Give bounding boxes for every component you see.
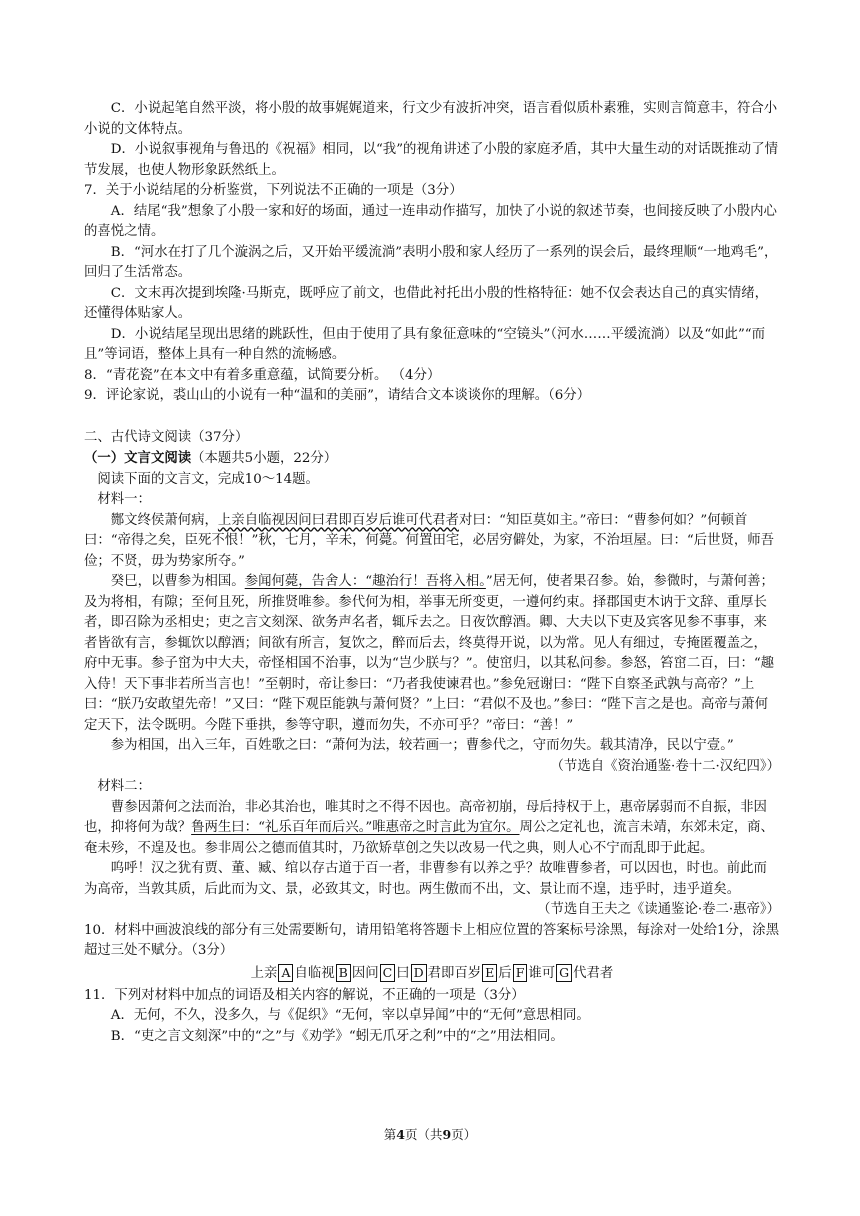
segment: 上亲	[250, 965, 278, 981]
footer-text: 页）	[451, 1127, 477, 1142]
answer-mark-box[interactable]: F	[513, 964, 528, 982]
segment: 曰	[396, 965, 410, 981]
answer-mark-box[interactable]: B	[336, 964, 351, 982]
material-2-paragraph-2: 呜呼！汉之犹有贾、董、臧、绾以存古道于百一者，非曹参有以养之乎？故唯曹参者，可以因也，时也。前此而为高帝，当敦其质，后此而为文、景，必致其文，时也。两生傲而不出，文、景让而不遑，违乎时，违乎道矣。	[84, 861, 767, 897]
underlined-passage: 鲁两生曰：“礼乐百年而后兴。”唯惠帝之时言此为宜尔。	[191, 820, 520, 835]
answer-mark-box[interactable]: C	[380, 964, 396, 982]
section-title: 二、古代诗文阅读（37分）	[84, 429, 249, 445]
answer-mark-box[interactable]: D	[411, 964, 427, 982]
q11-stem: 11．下列对材料中加点的词语及相关内容的解说，不正确的一项是（3分）	[84, 987, 525, 1003]
subsection-title-rest: （本题共5小题，22分）	[191, 451, 338, 466]
page-footer	[0, 1125, 860, 1143]
material-2-paragraph-1	[84, 798, 780, 860]
answer-mark-box[interactable]: G	[556, 964, 572, 982]
q11-option-b: B．“吏之言文刻深”中的“之”与《劝学》“蚓无爪牙之利”中的“之”用法相同。	[110, 1028, 564, 1044]
segment: 自临视	[294, 965, 335, 981]
text-run: 曹参因萧何之法而治，非必其治也，唯其时之不得不因也。高帝初崩，母后持权于上，惠帝孱弱而不自振，非因也，抑将何为哉？	[84, 799, 767, 835]
footer-text: 第	[383, 1127, 397, 1142]
text-run: ”居无何，使者果召参。始，参微时，与萧何善；及为将相，有隙；至何且死，所推贤唯参。参代何为相，举事无所变更，一遵何约束。择郡国吏木讷于文辞、重厚长者，即召除为丞相史；吏之言文刻深、欲务声名者，辄斥去之。日夜饮醇酒。卿、大夫以下吏及宾客见参不事事，来者皆欲有言，参辄饮以醇酒；间欲有所言，复饮之，醉而后去，终莫得开说，以为常。见人有细过，专掩匿覆盖之，府中无事。参子窋为中大夫，帝怪相国不治事，以为“岂少朕与？”。使窋归，以其私问参。参怒，笞窋二百，曰：“趣入侍！天下事非若所当言也！”至朝时，帝让参曰：“乃者我使谏君也。”参免冠谢曰：“陛下自察圣武孰与高帝？”上曰：“朕乃安敢望先帝！”又曰：“陛下观臣能孰与萧何贤？”上曰：“君似不及也。”参曰：“陛下言之是也。高帝与萧何定天下，法令既明。今陛下垂拱，参等守职，遵而勿失，不亦可乎？”帝曰：“善！”	[84, 574, 775, 733]
text-run: 对曰：“知臣莫如主。”帝曰：“曹参何如？”何顿首曰：“帝得之矣，臣死不恨！”秋，七月，辛未，何薨。何置田宅，必居穷僻处，为家，不治垣屋。曰：“后世贤，师吾俭；不贤，毋为势家所夺。”	[84, 512, 775, 569]
reading-instruction: 阅读下面的文言文，完成10～14题。	[97, 471, 319, 487]
segment: 因问	[351, 965, 379, 981]
text-run: 酂文终侯萧何病，	[110, 512, 218, 528]
q11-option-a: A．无何，不久，没多久，与《促织》“无何，宰以卓异闻”中的“无何”意思相同。	[110, 1008, 590, 1023]
q7-option-d: D．小说结尾呈现出思绪的跳跃性，但由于使用了具有象征意味的“空镜头”（河水……平缓流淌）以及“如此”“而且”等词语，整体上具有一种自然的流畅感。	[84, 326, 766, 362]
q7-stem: 7．关于小说结尾的分析鉴赏，下列说法不正确的一项是（3分）	[84, 183, 463, 198]
q9-stem: 9．评论家说，裘山山的小说有一种“温和的美丽”，请结合文本谈谈你的理解。（6分）	[84, 388, 591, 403]
q7-option-c: C．文末再次提到埃隆·马斯克，既呼应了前文，也借此衬托出小殷的性格特征：她不仅会表达自己的真实情绪，还懂得体贴家人。	[84, 285, 769, 321]
q10-stem: 10．材料中画波浪线的部分有三处需要断句，请用铅笔将答题卡上相应位置的答案标号涂黑，每涂对一处给1分，涂黑超过三处不赋分。（3分）	[84, 922, 780, 958]
material-1-source: （节选自《资治通鉴·卷十二·汉纪四》）	[550, 758, 780, 774]
material-1-paragraph-3: 参为相国，出入三年，百姓歌之曰：“萧何为法，较若画一；曹参代之，守而勿失。载其清净，民以宁壹。”	[110, 738, 734, 753]
segment: 君即百岁	[427, 965, 482, 981]
wavy-underlined-passage: 上亲自临视因问曰君即百岁后谁可代君者	[217, 512, 459, 528]
segment: 后	[498, 965, 512, 981]
subsection-title-bold: （一）文言文阅读	[84, 450, 192, 466]
spacer	[84, 407, 780, 428]
page-number: 4	[396, 1127, 405, 1142]
q8-stem: 8．“青花瓷”在本文中有着多重意蕴，试简要分析。 （4分）	[84, 367, 441, 383]
q6-option-c: C．小说起笔自然平淡，将小殷的故事娓娓道来，行文少有波折冲突，语言看似质朴素雅，实则言简意丰，符合小小说的文体特点。	[84, 101, 778, 137]
page-total: 9	[442, 1127, 452, 1142]
subsection-title	[84, 448, 780, 470]
material-1-paragraph-1	[84, 511, 780, 573]
q6-option-d: D．小说叙事视角与鲁迅的《祝福》相同，以“我”的视角讲述了小殷的家庭矛盾，其中大量生动的对话既推动了情节发展，也使人物形象跃然纸上。	[84, 142, 778, 178]
segment: 代君者	[573, 965, 614, 981]
material-2-label: 材料二：	[97, 779, 151, 794]
answer-mark-box[interactable]: E	[482, 964, 497, 982]
text-run: 癸巳，以曹参为相国。	[110, 574, 245, 589]
material-2-source: （节选自王夫之《读通鉴论·卷二·惠帝》）	[537, 902, 780, 917]
text-run: 周公之定礼也，流言未靖，东郊未定，商、奄未殄，不遑及也。参非周公之德而值其时，乃欲矫草创之失以改易一代之典，则人心不宁而乱即于此起。	[84, 820, 774, 856]
material-1-label: 材料一：	[97, 492, 151, 507]
document-body	[84, 99, 780, 1047]
underlined-passage: 参闻何薨，告舍人：“趣治行！吾将入相。	[244, 574, 486, 589]
answer-mark-box[interactable]: A	[278, 964, 293, 982]
q7-option-a: A．结尾“我”想象了小殷一家和好的场面，通过一连串动作描写，加快了小说的叙述节奏，也间接反映了小殷内心的喜悦之情。	[84, 203, 777, 239]
q7-option-b: B．“河水在打了几个漩涡之后，又开始平缓流淌”表明小殷和家人经历了一系列的误会后，最终理顺“一地鸡毛”，回归了生活常态。	[84, 244, 778, 280]
segment: 谁可	[528, 965, 556, 981]
footer-text: 页（共	[404, 1127, 443, 1142]
q10-answer-row	[84, 963, 780, 985]
material-1-paragraph-2	[84, 572, 780, 736]
